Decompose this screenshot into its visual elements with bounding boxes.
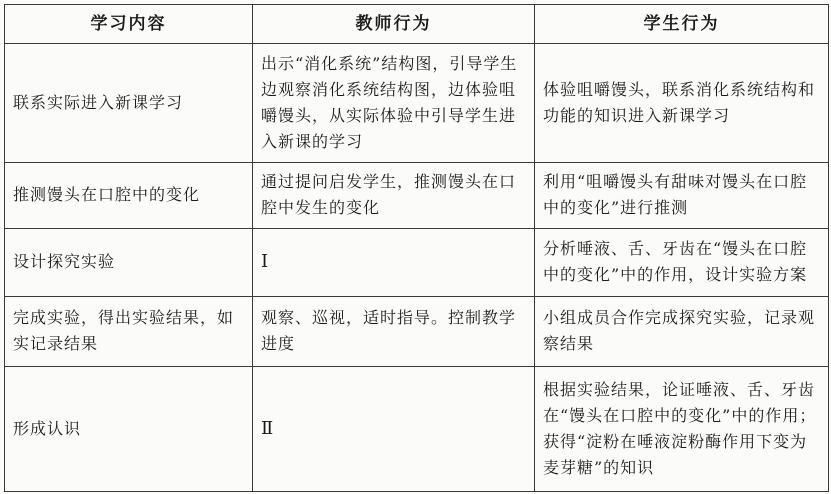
cell-content: 联系实际进入新课学习 [5,44,253,163]
cell-content: 完成实验，得出实验结果，如实记录结果 [5,296,253,366]
header-teacher: 教师行为 [253,5,535,44]
header-row [5,5,829,44]
lesson-plan-table [4,4,829,492]
table-row [5,162,829,228]
header-content: 学习内容 [5,5,253,44]
cell-teacher: 观察、巡视，适时指导。控制教学进度 [253,296,535,366]
table-row [5,228,829,296]
cell-student: 小组成员合作完成探究实验，记录观察结果 [535,296,829,366]
cell-teacher-blank-1: Ⅰ [253,228,535,296]
table-row [5,44,829,163]
cell-student: 利用“咀嚼馒头有甜味对馒头在口腔中的变化”进行推测 [535,162,829,228]
cell-teacher: 通过提问启发学生，推测馒头在口腔中发生的变化 [253,162,535,228]
table-row [5,296,829,366]
cell-teacher: 出示“消化系统”结构图，引导学生边观察消化系统结构图，边体验咀嚼馒头，从实际体验中引导学生进入新课的学习 [253,44,535,163]
cell-content: 形成认识 [5,367,253,492]
table-row [5,367,829,492]
cell-teacher-blank-2: Ⅱ [253,367,535,492]
cell-student: 分析唾液、舌、牙齿在“馒头在口腔中的变化”中的作用，设计实验方案 [535,228,829,296]
cell-student: 体验咀嚼馒头，联系消化系统结构和功能的知识进入新课学习 [535,44,829,163]
cell-student: 根据实验结果，论证唾液、舌、牙齿在“馒头在口腔中的变化”中的作用；获得“淀粉在唾液淀粉酶作用下变为麦芽糖”的知识 [535,367,829,492]
cell-content: 设计探究实验 [5,228,253,296]
cell-content: 推测馒头在口腔中的变化 [5,162,253,228]
header-student: 学生行为 [535,5,829,44]
